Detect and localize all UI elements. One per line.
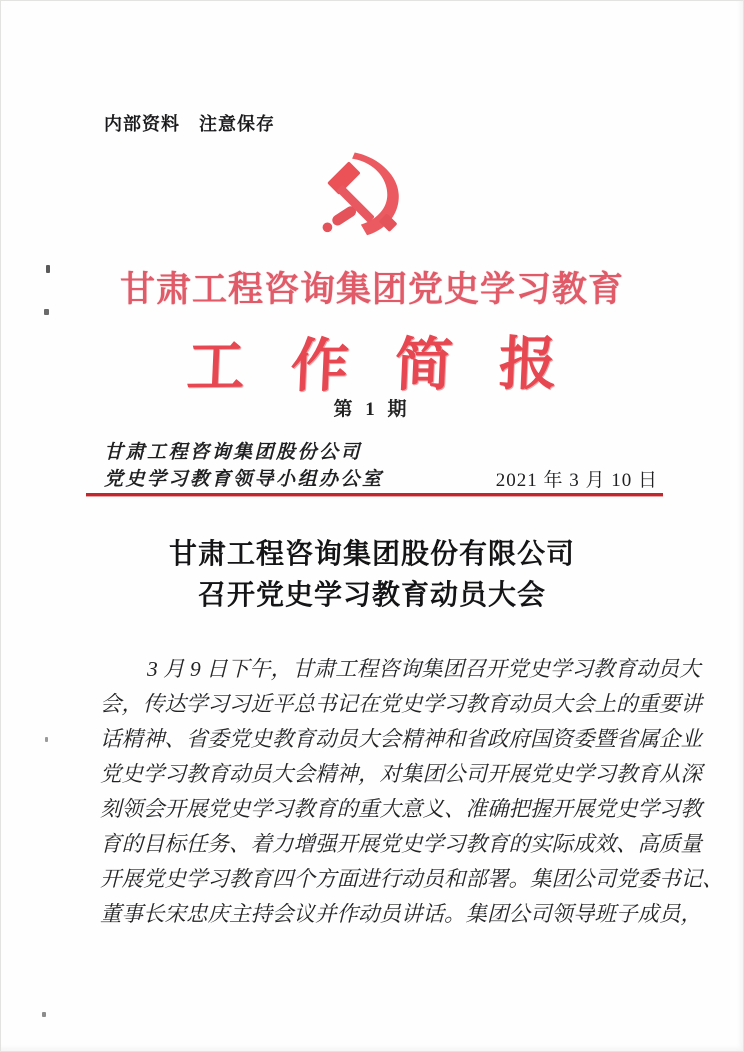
issue-date: 2021 年 3 月 10 日 [495,470,658,491]
masthead-divider-rule [86,493,663,497]
body-line: 会，传达学习习近平总书记在党史学习教育动员大会上的重要讲 [100,692,703,716]
scan-speck [42,1012,46,1017]
body-line: 3 月 9 日下午，甘肃工程咨询集团召开党史学习教育动员大 [147,657,701,681]
body-line: 刻领会开展党史学习教育的重大意义、准确把握开展党史学习教 [100,797,703,821]
body-line: 党史学习教育动员大会精神，对集团公司开展党史学习教育从深 [100,762,703,786]
article-title-line-1: 甘肃工程咨询集团股份有限公司 [168,538,575,569]
article-title-line-2: 召开党史学习教育动员大会 [197,579,546,610]
body-line: 育的目标任务、着力增强开展党史学习教育的实际成效、高质量 [100,832,703,856]
issuer-line-2: 党史学习教育领导小组办公室 [104,469,384,490]
issuer-block [104,439,384,493]
bulletin-banner [0,318,744,402]
masthead-program-title: 甘肃工程咨询集团党史学习教育 [119,270,624,309]
confidentiality-notice: 内部资料 注意保存 [104,114,275,134]
scan-speck [45,737,48,742]
body-line: 开展党史学习教育四个方面进行动员和部署。集团公司党委书记、 [100,867,724,891]
body-line: 话精神、省委党史教育动员大会精神和省政府国资委暨省属企业 [100,727,703,751]
issue-number: 第 1 期 [333,399,411,420]
scan-speck [46,265,50,273]
scan-speck [44,309,49,315]
article-body [100,652,724,932]
article-title [0,533,744,615]
issuer-line-1: 甘肃工程咨询集团股份公司 [104,442,363,463]
bulletin-banner-text: 工作简报 [185,330,605,400]
body-line: 董事长宋忠庆主持会议并作动员讲话。集团公司领导班子成员， [100,902,703,926]
party-emblem-icon [316,148,404,238]
